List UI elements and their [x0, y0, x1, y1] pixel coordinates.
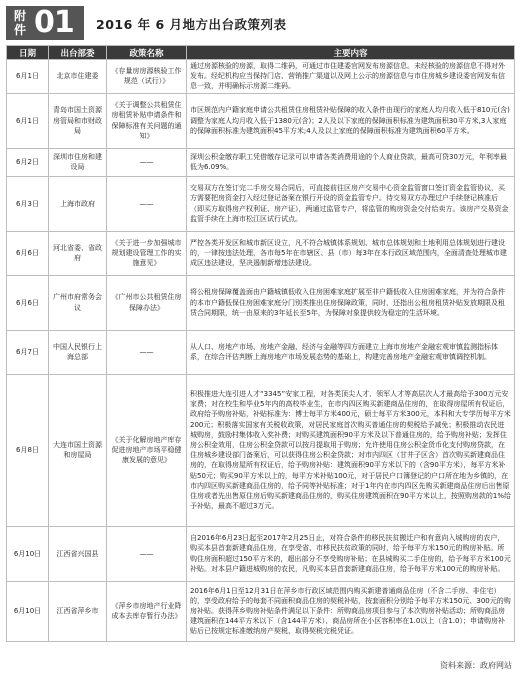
badge-label-bottom: 件: [13, 23, 26, 37]
table-row: [7, 275, 515, 330]
row-dept: 青岛市国土资源房管局和市财政局: [49, 93, 107, 148]
row-content: 从人口、房地产市场、房地产金融、经济与金融等四方面建立上海市房地产金融宏观审慎监测指标体系，在综合评估判断上海房地产市场发展态势的基础上，构建完善房地产金融宏观审慎调控机制。: [187, 330, 515, 374]
badge-label-top: 附: [13, 9, 26, 23]
row-date: 6月1日: [7, 60, 49, 94]
row-content: 2016年6月1日至12月31日在萍乡市行政区域范围内购买新建普通商品住房（不含二手房、非住宅）的，享受政府给予的每套不同面积商品住房的契税补贴，按套面积分别给予每平方米150元、300元的购房补贴。获得萍乡购房补贴条件满足以下条件：所购商品房项目参与了本次购房补贴活动；所购商品房建筑面积在144平方米以下（含144平方米）、商品房所在小区容积率在1.0以上（含1.0）；申请购房补贴后已按规定标准缴纳房产契税，取得契税完税凭证。: [187, 581, 515, 641]
row-policy-name: 《关于化解房地产库存促进房地产市场平稳健康发展的意见》: [107, 374, 187, 526]
row-date: 6月1日: [7, 93, 49, 148]
row-content: 深圳公积金缴存职工凭借缴存记录可以申请各类消费用途的个人商业贷款，最高可贷30万元，年利率最低为6.09%。: [187, 148, 515, 176]
row-dept: 河北省委、省政府: [49, 231, 107, 275]
row-content: 严控各类开发区和城市新区设立，凡不符合城镇体系规划、城市总体规划和土地利用总体规划进行建设的，一律按违法处理，各市每5年在市辖区、县（市）每3年在本行政区域范围内，全面清查处理城市建成区违法建设，坚决遏制新增违法建设。: [187, 231, 515, 275]
row-dept: 中国人民银行上海总部: [49, 330, 107, 374]
row-content: 市区规范内户籍家庭申请公共租赁住房租赁补贴保障的收入条件由现行的家庭人均月收入低于810元(含)调整为家庭人均月收入低于1380元(含)；2人及以下家庭的保障面积标准为建筑面积30平方米,3人家庭的保障面积标准为建筑面积45平方米;4人及以上家庭的保障面积标准为建筑面积60平方米。: [187, 93, 515, 148]
attachment-badge-number: 01: [34, 5, 74, 40]
row-policy-name: 《关于调整公共租赁住房租赁补贴申请条件和保障标准有关问题的通知》: [107, 93, 187, 148]
row-date: 6月7日: [7, 330, 49, 374]
row-dept: 广州市府常务会议: [49, 275, 107, 330]
column-header-content: 主要内容: [187, 46, 515, 60]
row-content: 积极推进大连引进人才“3345”安家工程，对各类顶尖人才、领军人才等高层次人才最高给予300万元安家费；对在校生和毕业5年内的高校毕业生，在市内四区购买新建商品住房的，在取得房屋所有权证后，政府给予购房补贴，补贴标准为：博士每平方米400元，硕士每平方米300元，本科和大专学历每平方米200元；积极落实国家有关税收政策，对居民家庭首次购买普通住房的契税给予减免；积极推动农民进城购房，鼓励村集体收入奖补费；对购买建筑面积90平方米及以下普通住房的，给予购房补贴；发挥住房公积金效用，住房公积金贷款可以按月提取用于购房；允许使用住房公积金货币化支付购房贷款，在住房城乡建设部门备案后，可以获得住房公积金贷款；对市内四区（甘井子区含）首次购买新建商品住房的，在取得房屋所有权证后，给予购房补贴：建筑面积90平方米以下的（含90平方米），每平方米补贴50元；购买90平方米以上的，每平方米补贴100元，对于居民户口簿登记的户口所在地为乡镇的，在市内四区购买新建商品住房的，给予同等补贴标准；对于1年内在市内四区先购买新建商品住房后出售原住房或者先出售原住房后购买新建商品住房的，购买住房建筑面积在90平方米以上，按照购房款的1%给予补贴，最高不超过3万元。: [187, 374, 515, 526]
table-row: [7, 581, 515, 641]
row-date: 6月6日: [7, 275, 49, 330]
attachment-badge: [6, 6, 84, 40]
document-title: 2016 年 6 月地方出台政策列表: [96, 17, 287, 32]
column-header-policy-name: 政策名称: [107, 46, 187, 60]
source-note: 资料来源：政府网站: [440, 661, 512, 670]
row-policy-name: 《存量房房源核验工作规范（试行）》: [107, 60, 187, 94]
row-dept: 江西省兴国县: [49, 526, 107, 581]
policy-table: [6, 45, 515, 642]
row-content: 将公租房保障覆盖面由户籍城镇低收入住房困难家庭扩展至非户籍低收入住房困难家庭，并为符合条件的本市户籍低保住房困难家庭分门别类推出住房保障政策，同时，还指出公租房租赁补贴发放期限及租赁合同期限，统一由原来的3年延长至5年，为保障对象提供较为稳定的生活环境。: [187, 275, 515, 330]
table-row: [7, 330, 515, 374]
document-header: [6, 6, 514, 40]
row-date: 6月10日: [7, 526, 49, 581]
row-date: 6月3日: [7, 176, 49, 231]
row-dept: 深圳市住房和建设局: [49, 148, 107, 176]
table-row: [7, 93, 515, 148]
row-content: 自2016年6月23日起至2017年2月25日止，对符合条件的移民扶贫搬迁户和有意向入城购房的农户，购买本县首套新建商品住房，在享受省、市移民扶贫政策的同时，给予每平方米150元的购房补贴。所购住房面积超过150平方米的，超出部分不享受购房补贴；在县城购买二手住房的，给予每平方米100元补贴。对本县户籍进城购房的农民，凡购买本县首套新建商品住房，给予每平方米100元的购房补贴。: [187, 526, 515, 581]
row-dept: 江西省萍乡市: [49, 581, 107, 641]
table-row: [7, 148, 515, 176]
row-policy-name: ——: [107, 148, 187, 176]
row-content: 通过房源核验的房源，取得二维码，可通过市住建委官网发布房源信息。未经核验的房源信息不得对外发布。经纪机构应当保持门店、营销推广渠道以及网上公示的房源信息与市住房城乡建设委官网发布信息一致，并明确标示房源二维码。: [187, 60, 515, 94]
row-policy-name: ——: [107, 526, 187, 581]
row-date: 6月10日: [7, 581, 49, 641]
row-dept: 大连市国土资源和房屋局: [49, 374, 107, 526]
table-row: [7, 176, 515, 231]
row-date: 6月2日: [7, 148, 49, 176]
table-row: [7, 60, 515, 94]
row-policy-name: 《萍乡市房地产行业降成本去库存暂行办法》: [107, 581, 187, 641]
row-policy-name: 《广州市公共租赁住房保障办法》: [107, 275, 187, 330]
row-policy-name: 《关于进一步加强城市规划建设管理工作的实施意见》: [107, 231, 187, 275]
attachment-badge-label: [6, 9, 32, 37]
table-row: [7, 526, 515, 581]
row-dept: 上海市政府: [49, 176, 107, 231]
row-date: 6月6日: [7, 231, 49, 275]
table-row: [7, 374, 515, 526]
row-content: 交易双方在签订完二手房交易合同后，可直接前往区房产交易中心资金监管窗口签订资金监管协议，买方需要把房资金打入经过登记备案在银行开设的资金监管专户。待交易双方办理过户手续登记核准后（即买方取得房产权利证、房产证），两通过监管专户，将监管的购房资金交付给卖方。该房产交易资金监管手续在上海市松江区试行试点。: [187, 176, 515, 231]
table-row: [7, 231, 515, 275]
column-header-dept: 出台部委: [49, 46, 107, 60]
table-header-row: [7, 46, 515, 60]
column-header-date: 日期: [7, 46, 49, 60]
row-dept: 北京市住建委: [49, 60, 107, 94]
row-policy-name: ——: [107, 176, 187, 231]
row-policy-name: ——: [107, 330, 187, 374]
row-date: 6月8日: [7, 374, 49, 526]
